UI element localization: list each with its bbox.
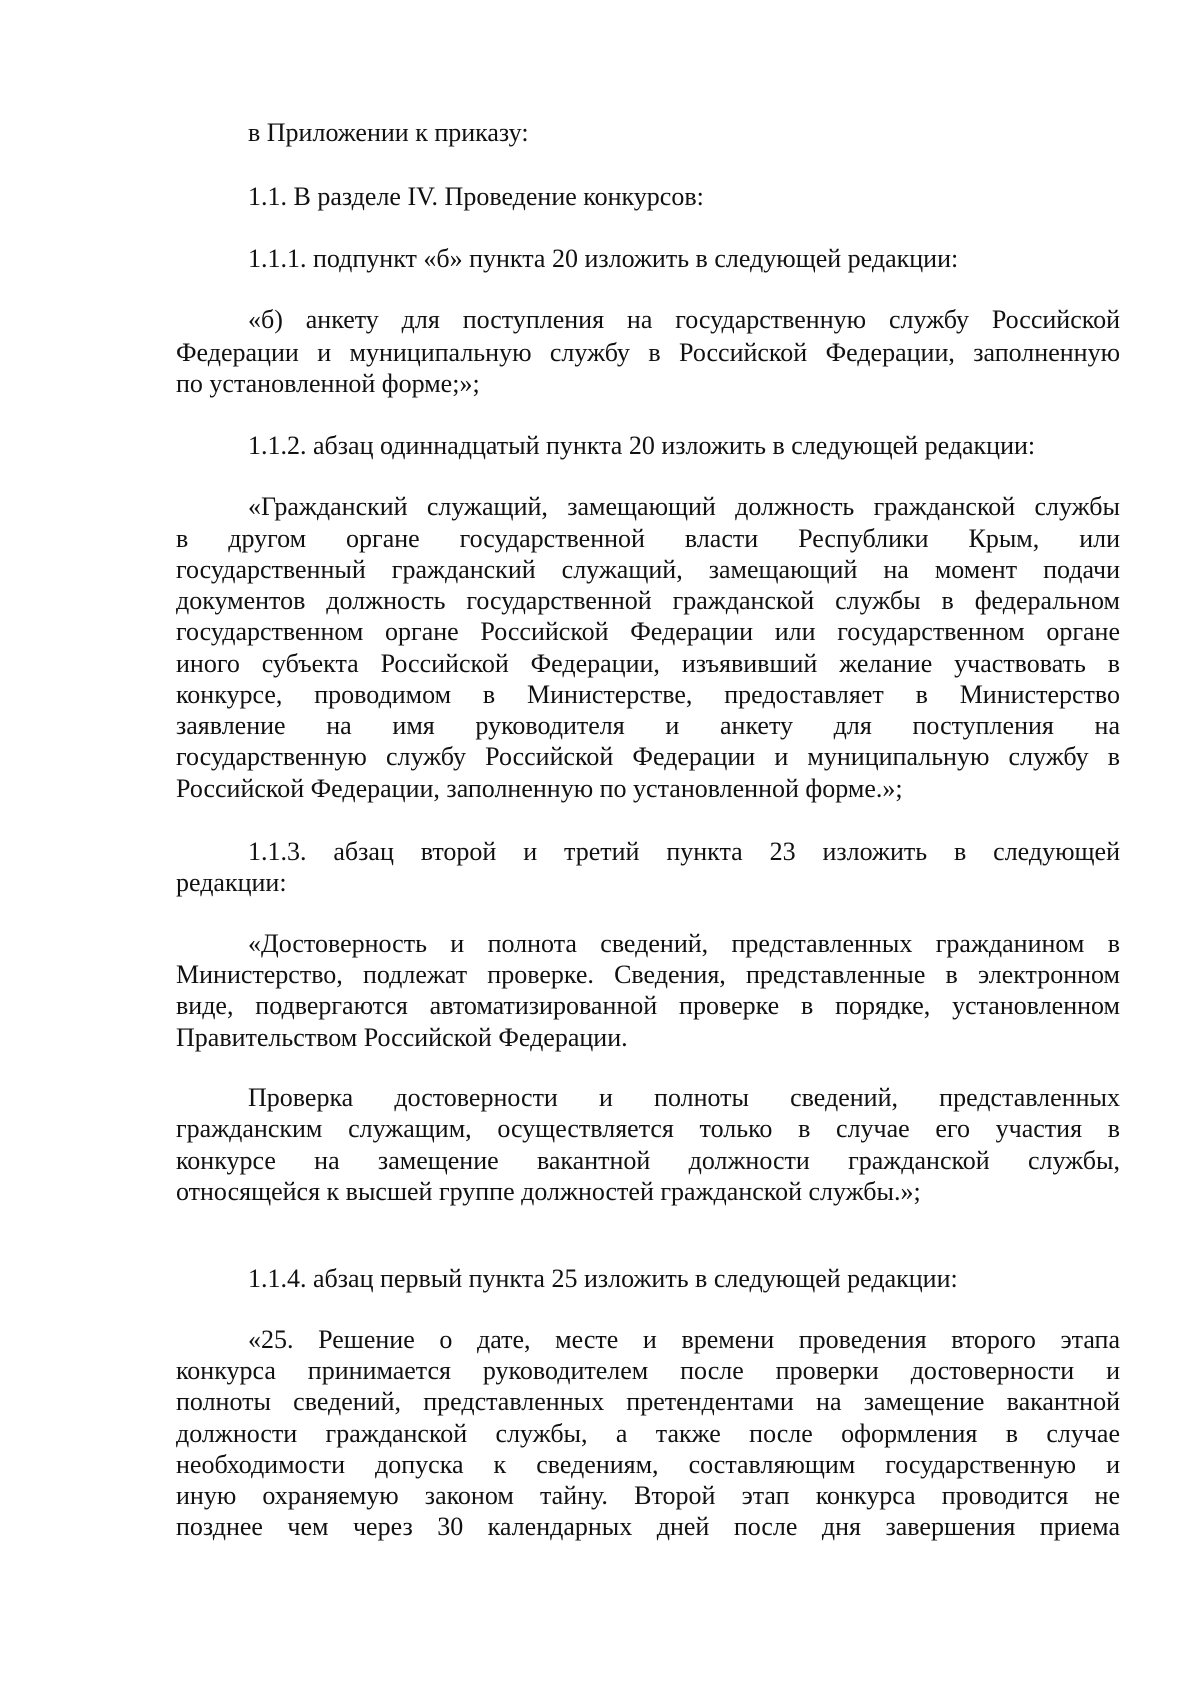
doc-p6-line-2: конкурса принимается руководителем после проверки достоверности и bbox=[176, 1356, 1120, 1385]
doc-p3-line-1: 1.1.3. абзац второй и третий пункта 23 изложить в следующей bbox=[248, 837, 1120, 866]
doc-p6-line-3: полноты сведений, представленных претендентами на замещение вакантной bbox=[176, 1387, 1120, 1416]
doc-p6-line-1: «25. Решение о дате, месте и времени проведения второго этапа bbox=[248, 1325, 1120, 1354]
doc-p4-line-3: виде, подвергаются автоматизированной проверке в порядке, установленном bbox=[176, 991, 1120, 1020]
doc-p5-line-1: Проверка достоверности и полноты сведений, представленных bbox=[248, 1083, 1120, 1112]
doc-p4-line-2: Министерство, подлежат проверке. Сведения, представленные в электронном bbox=[176, 960, 1120, 989]
doc-p4-line-1: «Достоверность и полнота сведений, представленных гражданином в bbox=[248, 929, 1120, 958]
doc-line-1-1-2: 1.1.2. абзац одиннадцатый пункта 20 изложить в следующей редакции: bbox=[248, 431, 1036, 460]
doc-p2-line-10: Российской Федерации, заполненную по установленной форме.»; bbox=[176, 774, 903, 803]
doc-p6-line-5: необходимости допуска к сведениям, составляющим государственную и bbox=[176, 1450, 1120, 1479]
doc-p2-line-4: документов должность государственной гражданской службы в федеральном bbox=[176, 586, 1120, 615]
doc-p6-line-7: позднее чем через 30 календарных дней после дня завершения приема bbox=[176, 1512, 1120, 1541]
doc-p2-line-3: государственный гражданский служащий, замещающий на момент подачи bbox=[176, 555, 1120, 584]
doc-p2-line-8: заявление на имя руководителя и анкету для поступления на bbox=[176, 711, 1120, 740]
doc-p2-line-1: «Гражданский служащий, замещающий должность гражданской службы bbox=[248, 492, 1120, 521]
doc-p2-line-7: конкурсе, проводимом в Министерстве, предоставляет в Министерство bbox=[176, 680, 1120, 709]
doc-p6-line-4: должности гражданской службы, а также после оформления в случае bbox=[176, 1419, 1120, 1448]
doc-p1-line-3: по установленной форме;»; bbox=[176, 369, 480, 398]
doc-p6-line-6: иную охраняемую законом тайну. Второй этап конкурса проводится не bbox=[176, 1481, 1120, 1510]
doc-line-section-iv: 1.1. В разделе IV. Проведение конкурсов: bbox=[248, 182, 704, 211]
doc-line-appendix: в Приложении к приказу: bbox=[248, 118, 529, 147]
doc-p1-line-1: «б) анкету для поступления на государственную службу Российской bbox=[248, 305, 1120, 334]
doc-p3-line-2: редакции: bbox=[176, 868, 287, 897]
doc-line-1-1-1: 1.1.1. подпункт «б» пункта 20 изложить в следующей редакции: bbox=[248, 244, 959, 273]
doc-p5-line-3: конкурсе на замещение вакантной должности гражданской службы, bbox=[176, 1146, 1120, 1175]
doc-p4-line-4: Правительством Российской Федерации. bbox=[176, 1023, 628, 1052]
doc-p5-line-2: гражданским служащим, осуществляется только в случае его участия в bbox=[176, 1114, 1120, 1143]
doc-p2-line-5: государственном органе Российской Федерации или государственном органе bbox=[176, 617, 1120, 646]
doc-p1-line-2: Федерации и муниципальную службу в Российской Федерации, заполненную bbox=[176, 338, 1120, 367]
doc-p2-line-6: иного субъекта Российской Федерации, изъявивший желание участвовать в bbox=[176, 649, 1120, 678]
doc-p2-line-9: государственную службу Российской Федерации и муниципальную службу в bbox=[176, 742, 1120, 771]
doc-p5-line-4: относящейся к высшей группе должностей гражданской службы.»; bbox=[176, 1177, 921, 1206]
doc-line-1-1-4: 1.1.4. абзац первый пункта 25 изложить в следующей редакции: bbox=[248, 1264, 958, 1293]
doc-p2-line-2: в другом органе государственной власти Республики Крым, или bbox=[176, 524, 1120, 553]
